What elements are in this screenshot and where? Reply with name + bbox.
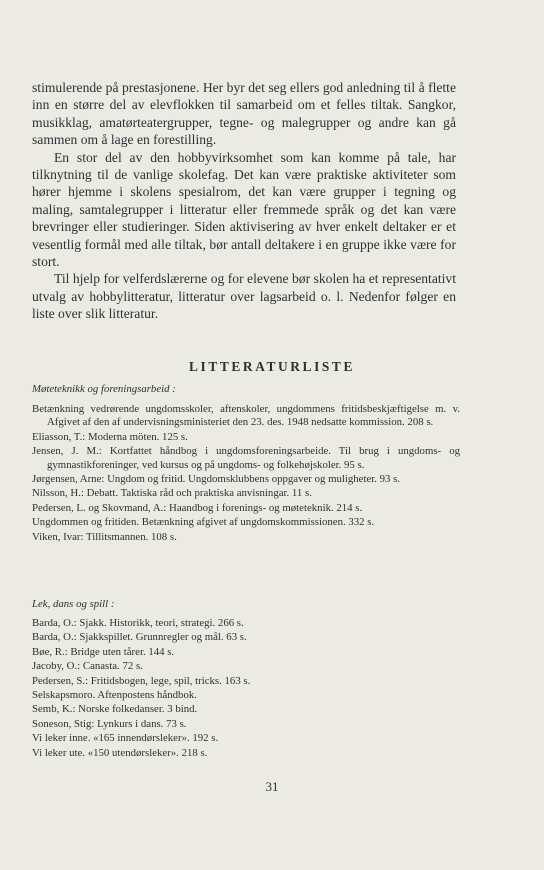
reference-entry: Semb, K.: Norske folkedanser. 3 bind. xyxy=(32,703,198,716)
reference-entry: Vi leker inne. «165 innendørsleker». 192 s. xyxy=(32,732,219,745)
reference-entry: Eliasson, T.: Moderna möten. 125 s. xyxy=(32,430,188,443)
section-title: Møteteknikk og foreningsarbeid : xyxy=(32,383,176,395)
list-heading: LITTERATURLISTE xyxy=(188,359,355,374)
reference-entry: Bøe, R.: Bridge uten tårer. 144 s. xyxy=(32,645,175,658)
reference-entry: Soneson, Stig: Lynkurs i dans. 73 s. xyxy=(32,717,187,730)
reference-entry: Pedersen, S.: Fritidsbogen, lege, spil, tricks. 163 s. xyxy=(32,674,251,687)
reference-entry: Selskapsmoro. Aftenpostens håndbok. xyxy=(32,689,197,702)
reference-entry: Ungdommen og fritiden. Betænkning afgivet af ungdomskommissionen. 332 s. xyxy=(32,516,375,529)
reference-entry: Vi leker ute. «150 utendørsleker». 218 s. xyxy=(32,746,208,759)
reference-list xyxy=(32,617,460,761)
section-title: Lek, dans og spill : xyxy=(32,598,115,610)
reference-entry: Jørgensen, Arne: Ungdom og fritid. Ungdomsklubbens oppgaver og muligheter. 93 s. xyxy=(32,473,401,486)
page-number: 31 xyxy=(265,779,279,794)
reference-entry: Pedersen, L. og Skovmand, A.: Haandbog i forenings- og møteteknik. 214 s. xyxy=(32,501,363,514)
paragraph: stimulerende på prestasjonene. Her byr det seg ellers god anledning til å flette inn en større del av elevflokken til samarbeid om et felles tiltak. Sangkor, musikklag, amatørteatergrupper, tegne- og malegrupper og andre kan gå sammen om å lage en forestilling. xyxy=(32,80,456,148)
reference-entry: Barda, O.: Sjakkspillet. Grunnregler og mål. 63 s. xyxy=(32,631,247,644)
reference-entry: Betænkning vedrørende ungdomsskoler, aftenskoler, ungdommens fritidsbeskjæftigelse m. v. Afgivet af den af undervisningsministeriet den 23. des. 1948 nedsatte kommission. 208 s. xyxy=(32,403,460,429)
reference-entry: Barda, O.: Sjakk. Historikk, teori, strategi. 266 s. xyxy=(32,617,244,629)
reference-entry: Jensen, J. M.: Kortfattet håndbog i ungdomsforeningsarbeide. Til brug i ungdoms- og gymnastikforeninger, ved kursus og på ungdoms- og folkehøjskoler. 95 s. xyxy=(32,445,460,471)
paragraph: Til hjelp for velferdslærerne og for elevene bør skolen ha et representativt utvalg av hobbylitteratur, litteratur over lagsarbeid o. l. Nedenfor følger en liste over slik litteratur. xyxy=(32,271,456,322)
body-text xyxy=(32,79,456,323)
reference-entry: Nilsson, H.: Debatt. Taktiska råd och praktiska anvisningar. 11 s. xyxy=(32,487,312,500)
reference-entry: Jacoby, O.: Canasta. 72 s. xyxy=(32,660,143,673)
reference-entry: Viken, Ivar: Tillitsmannen. 108 s. xyxy=(32,530,177,543)
reference-list xyxy=(32,403,460,545)
paragraph: En stor del av den hobbyvirksomhet som kan komme på tale, har tilknytning til de vanlige skolefag. Det kan være praktiske aktiviteter som hører hjemme i skolens spesialrom, det kan være grupper i tegning og maling, samtalegrupper i litteratur eller fremmede språk og det kan være brevringer eller studieringer. Siden aktivisering av hver enkelt deltaker er et vesentlig formål med alle tiltak, bør antall deltakere i en gruppe ikke være for stort. xyxy=(32,149,456,270)
